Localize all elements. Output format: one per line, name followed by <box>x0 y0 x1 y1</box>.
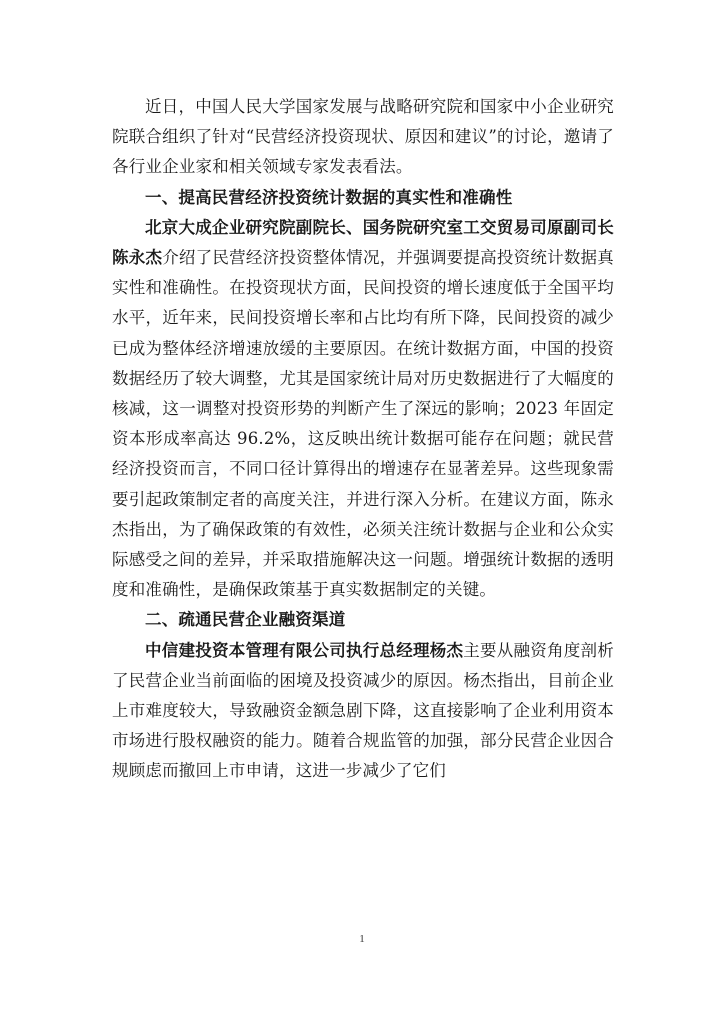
section-heading-2: 二、疏通民营企业融资渠道 <box>145 610 346 630</box>
section-2-speaker: 中信建投资本管理有限公司执行总经理杨杰 <box>145 640 464 660</box>
section-2-text: 主要从融资角度剖析了民营企业当前面临的困境及投资减少的原因。杨杰指出，目前企业上市难度较大，导致融资金额急剧下降，这直接影响了企业利用资本市场进行股权融资的能力。随着合规监管的加强，部分民营企业因合规顾虑而撤回上市申请，这进一步减少了它们 <box>112 640 614 781</box>
section-1-speaker: 北京大成企业研究院副院长、国务院研究室工交贸易司原副司长陈永杰 <box>112 217 614 268</box>
section-1-paragraph <box>112 213 614 606</box>
intro-text: 近日，中国人民大学国家发展与战略研究院和国家中小企业研究院联合组织了针对“民营经济投资现状、原因和建议”的讨论，邀请了各行业企业家和相关领域专家发表看法。 <box>112 97 614 177</box>
section-2-paragraph <box>112 636 614 787</box>
page-number: 1 <box>359 933 365 945</box>
document-body <box>112 92 614 787</box>
intro-paragraph <box>112 92 614 183</box>
section-1-text: 介绍了民营经济投资整体情况，并强调要提高投资统计数据真实性和准确性。在投资现状方面，民间投资的增长速度低于全国平均水平，近年来，民间投资增长率和占比均有所下降，民间投资的减少已成为整体经济增速放缓的主要原因。在统计数据方面，中国的投资数据经历了较大调整，尤其是国家统计局对历史数据进行了大幅度的核减，这一调整对投资形势的判断产生了深远的影响；2023 年固定资本形成率高达 96.2%，这反映出统计数据可能存在问题；就民营经济投资而言，不同口径计算得出的增速存在显著差异。这些现象需要引起政策制定者的高度关注，并进行深入分析。在建议方面，陈永杰指出，为了确保政策的有效性，必须关注统计数据与企业和公众实际感受之间的差异，并采取措施解决这一问题。增强统计数据的透明度和准确性，是确保政策基于真实数据制定的关键。 <box>112 248 614 600</box>
section-heading-1: 一、提高民营经济投资统计数据的真实性和准确性 <box>145 187 513 207</box>
